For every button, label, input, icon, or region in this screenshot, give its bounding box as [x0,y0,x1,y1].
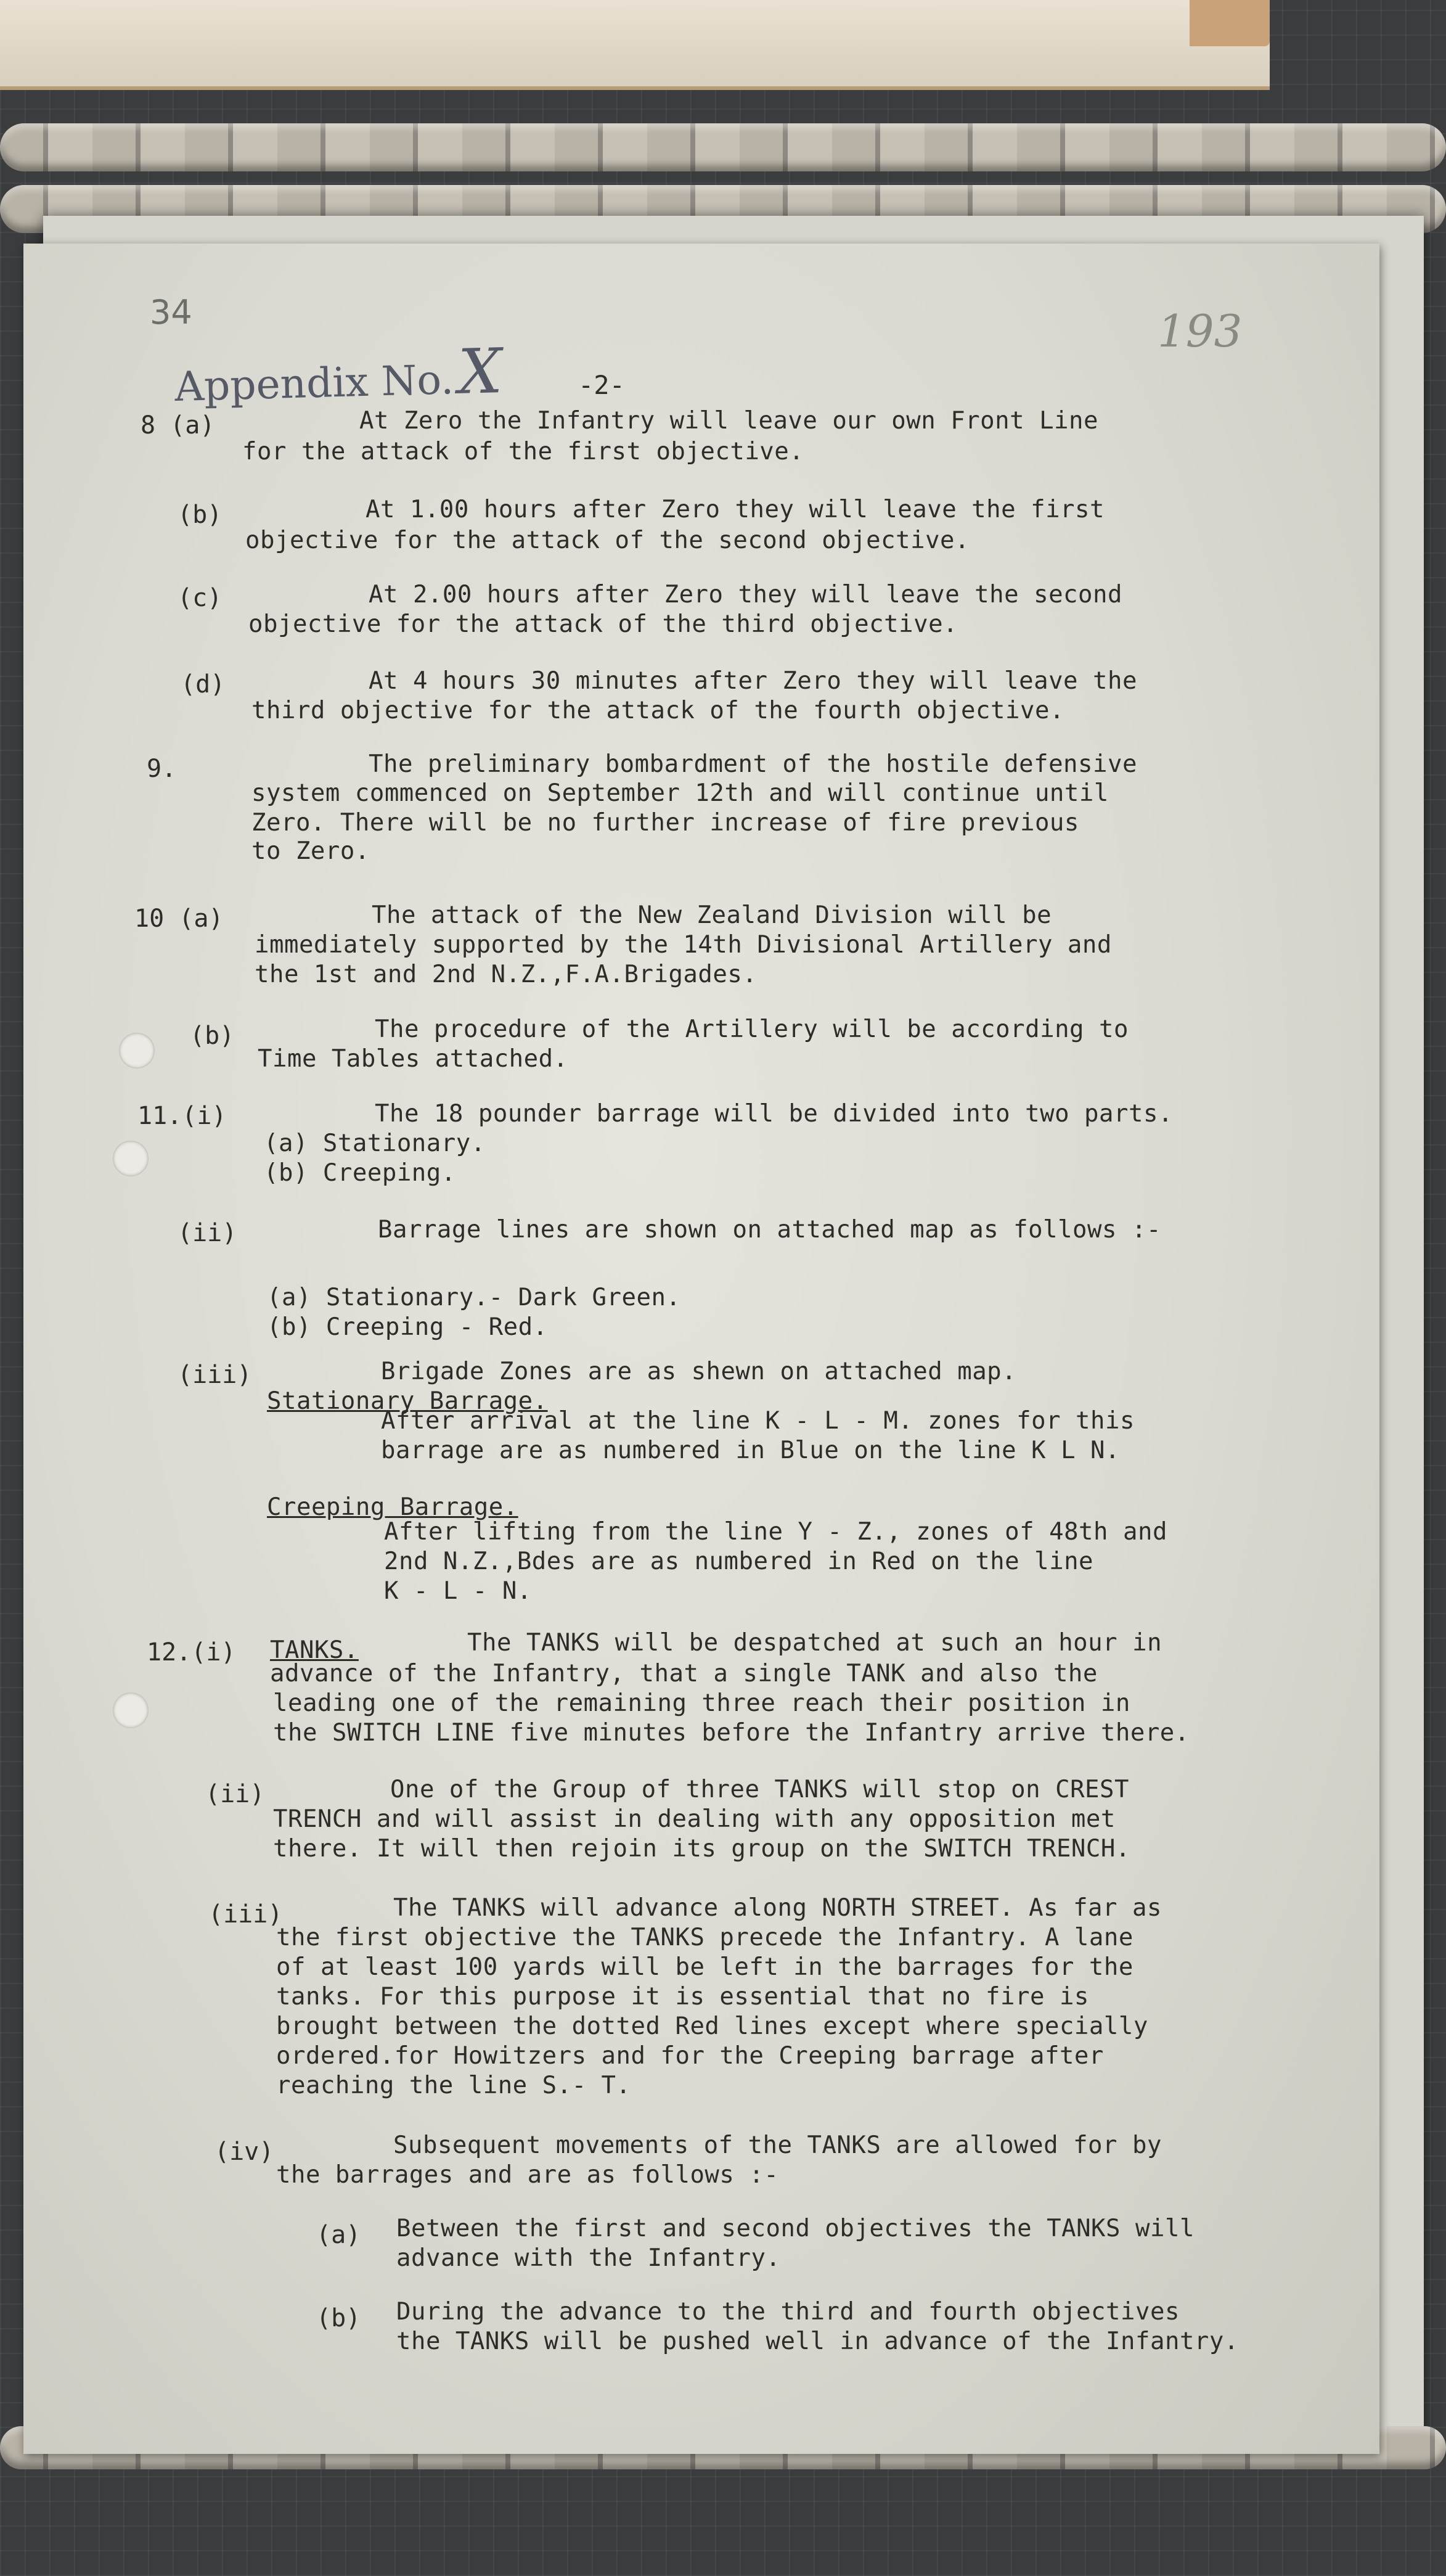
folio-number: 193 [1158,305,1243,357]
para-line: leading one of the remaining three reach their position in [273,1689,1130,1717]
para-number: 9. [147,755,177,783]
para-number: 12.(i) [147,1638,236,1667]
para-line: Barrage lines are shown on attached map as follows :- [378,1216,1161,1244]
para-line: system commenced on September 12th and will continue until [251,779,1109,807]
para-line: At 4 hours 30 minutes after Zero they will leave the [369,667,1137,695]
para-number: (b) [190,1022,235,1050]
appendix-text: Appendix No. [174,356,454,411]
para-line: One of the Group of three TANKS will stop on CREST [390,1776,1129,1803]
para-line: (b) Creeping. [264,1159,456,1187]
para-line: After lifting from the line Y - Z., zones of 48th and [384,1518,1167,1546]
para-line: of at least 100 yards will be left in the barrages for the [276,1953,1134,1981]
para-number: (c) [178,584,223,612]
para-number: (iii) [178,1361,252,1389]
para-number: 8 (a) [141,411,215,440]
para-line: reaching the line S.- T. [276,2072,631,2099]
para-line: TRENCH and will assist in dealing with any opposition met [273,1805,1116,1833]
punch-hole [113,1692,149,1728]
para-line: brought between the dotted Red lines except where specially [276,2012,1148,2040]
page-number: 34 [150,293,192,332]
para-line: The procedure of the Artillery will be according to [375,1015,1129,1043]
para-number: 11.(i) [137,1102,227,1130]
para-line: Zero. There will be no further increase of fire previous [251,809,1079,837]
para-line: (b) Creeping - Red. [267,1313,548,1341]
folder-top [0,0,1270,90]
para-number: (a) [316,2221,361,2249]
appendix-label [174,335,504,416]
para-line: advance with the Infantry. [396,2244,781,2272]
para-line: (a) Stationary. [264,1130,486,1157]
binding-cord [0,123,1446,171]
section-heading: Stationary Barrage. [267,1387,548,1415]
folder-tab [1190,0,1270,46]
para-line: the first objective the TANKS precede the Infantry. A lane [276,1924,1134,1951]
para-line: The preliminary bombardment of the hostile defensive [369,750,1137,778]
punch-hole [119,1033,155,1069]
para-number: (d) [181,670,226,699]
para-line: there. It will then rejoin its group on the SWITCH TRENCH. [273,1835,1130,1863]
para-line: to Zero. [251,837,370,865]
para-number: (b) [316,2304,361,2332]
punch-hole [113,1141,149,1176]
para-line: At 2.00 hours after Zero they will leave the second [369,581,1122,609]
para-line: third objective for the attack of the fourth objective. [251,697,1064,724]
para-line: objective for the attack of the third objective. [248,610,958,638]
para-line: K - L - N. [384,1577,532,1605]
para-line: Between the first and second objectives the TANKS will [396,2215,1195,2242]
para-line: immediately supported by the 14th Divisional Artillery and [255,931,1112,959]
para-line: ordered.for Howitzers and for the Creeping barrage after [276,2042,1104,2070]
para-line: the 1st and 2nd N.Z.,F.A.Brigades. [255,961,758,988]
appendix-roman: X [457,335,504,408]
para-line: During the advance to the third and fourth objectives [396,2298,1180,2326]
para-line: tanks. For this purpose it is essential that no fire is [276,1983,1089,2011]
para-line: for the attack of the first objective. [242,438,804,466]
section-heading: TANKS. [270,1636,359,1664]
para-line: (a) Stationary.- Dark Green. [267,1284,681,1311]
para-number: (ii) [205,1780,265,1808]
section-heading: Creeping Barrage. [267,1493,518,1521]
para-line: After arrival at the line K - L - M. zones for this [381,1407,1135,1435]
sheet-number: -2- [578,370,625,400]
para-line: The TANKS will be despatched at such an hour in [467,1629,1162,1657]
para-line: At 1.00 hours after Zero they will leave the first [366,496,1105,523]
para-number: 10 (a) [134,904,224,933]
para-line: The TANKS will advance along NORTH STREET. As far as [393,1894,1162,1922]
para-number: (iv) [214,2138,274,2166]
para-number: (iii) [208,1900,283,1929]
para-line: Brigade Zones are as shewn on attached map. [381,1358,1017,1385]
para-line: At Zero the Infantry will leave our own Front Line [359,407,1098,435]
para-line: advance of the Infantry, that a single TANK and also the [270,1660,1098,1688]
para-line: objective for the attack of the second objective. [245,527,970,554]
para-line: The attack of the New Zealand Division will be [372,901,1052,929]
para-line: The 18 pounder barrage will be divided into two parts. [375,1100,1173,1128]
para-line: the SWITCH LINE five minutes before the Infantry arrive there. [273,1719,1190,1747]
para-number: (b) [178,501,223,529]
document-page [23,244,1379,2454]
para-line: 2nd N.Z.,Bdes are as numbered in Red on the line [384,1548,1094,1575]
para-line: the barrages and are as follows :- [276,2161,779,2189]
para-line: Time Tables attached. [258,1045,568,1073]
para-line: Subsequent movements of the TANKS are allowed for by [393,2131,1162,2159]
para-line: the TANKS will be pushed well in advance of the Infantry. [396,2328,1239,2355]
para-number: (ii) [178,1219,237,1247]
para-line: barrage are as numbered in Blue on the line K L N. [381,1437,1120,1464]
